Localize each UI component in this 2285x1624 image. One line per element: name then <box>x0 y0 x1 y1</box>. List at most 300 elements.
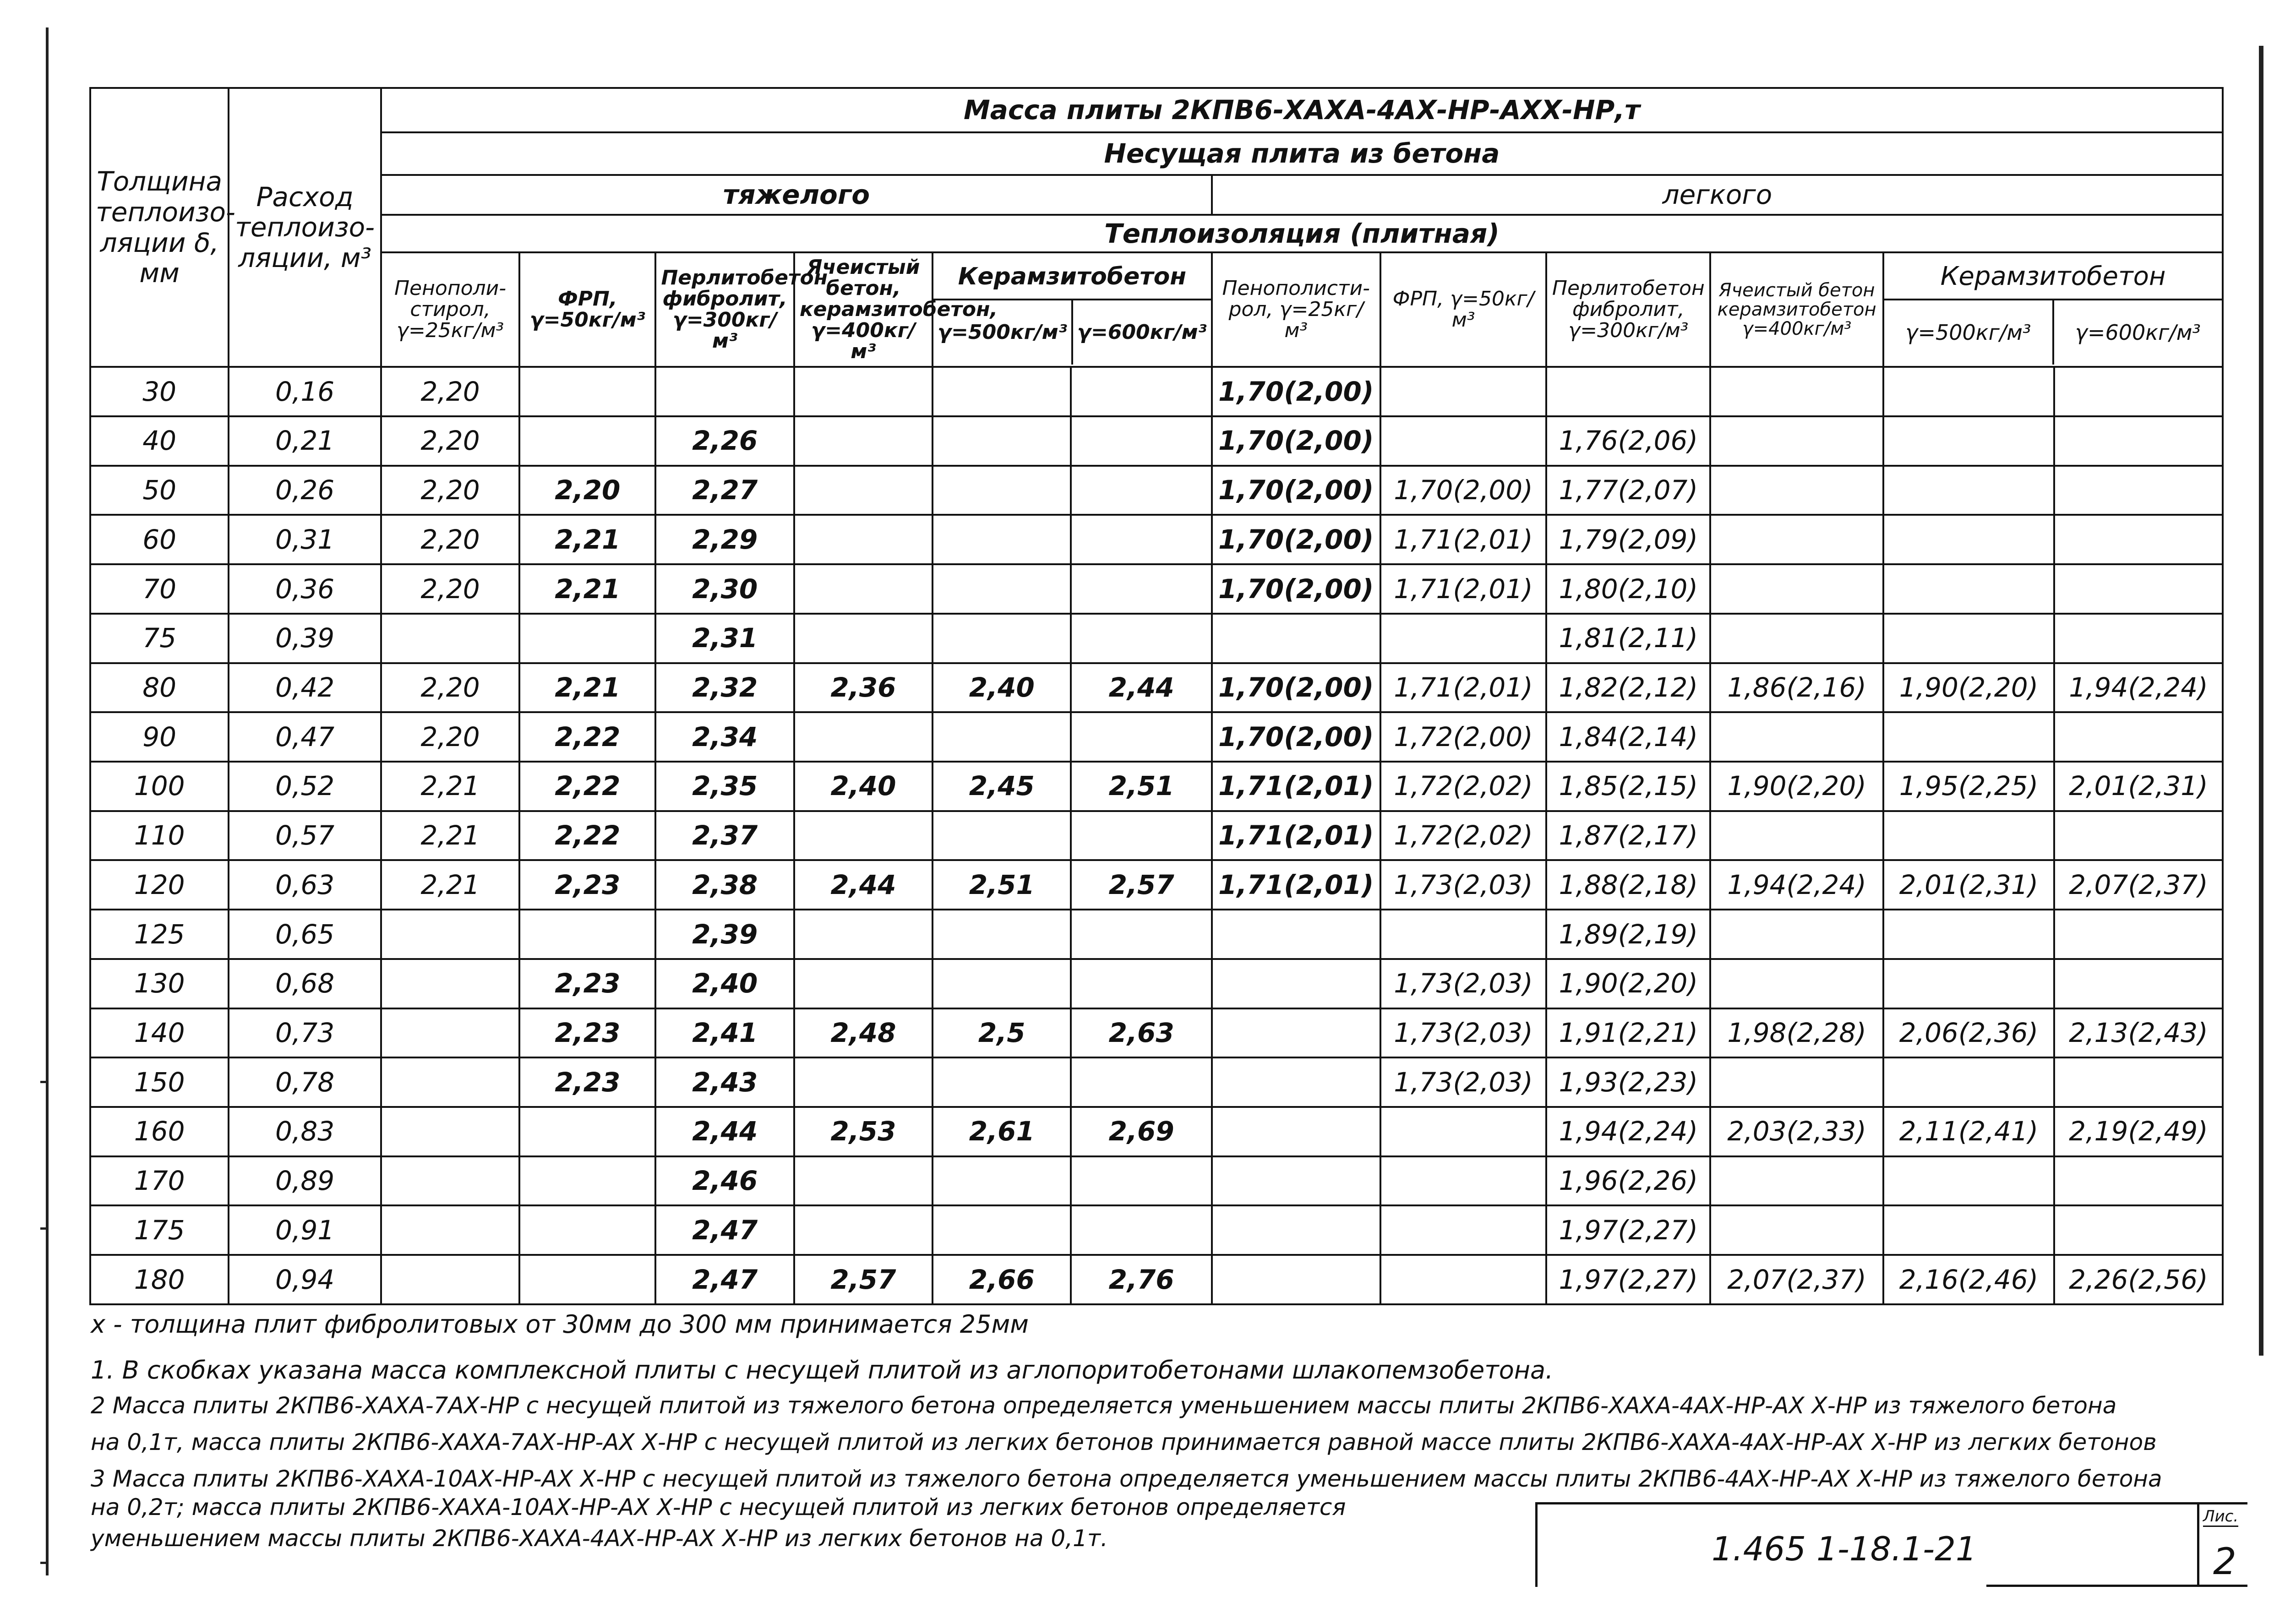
margin-tick <box>40 1562 49 1564</box>
cell-mass: 2,21 <box>381 860 519 910</box>
cell-mass: 2,76 <box>1071 1255 1211 1304</box>
cell-mass <box>1380 1255 1547 1304</box>
cell-mass <box>933 367 1071 416</box>
cell-mass <box>794 416 933 466</box>
cell-mass: 2,20 <box>381 466 519 515</box>
cell-mass: 2,53 <box>794 1107 933 1156</box>
cell-mass: 1,71(2,01) <box>1380 663 1547 713</box>
cell-mass <box>933 416 1071 466</box>
cell-consumption: 0,68 <box>229 959 381 1008</box>
cell-mass <box>519 1205 655 1255</box>
cell-mass <box>2054 959 2223 1008</box>
cell-thickness: 110 <box>90 811 229 861</box>
cell-mass: 1,71(2,01) <box>1380 564 1547 614</box>
cell-mass <box>381 1255 519 1304</box>
cell-mass <box>381 959 519 1008</box>
cell-mass: 1,86(2,16) <box>1710 663 1883 713</box>
header-col-frp-light: ФРП, γ=50кг/м³ <box>1380 252 1547 367</box>
cell-mass: 1,88(2,18) <box>1546 860 1710 910</box>
cell-mass: 2,20 <box>381 367 519 416</box>
sheet-number: 2 <box>2213 1540 2236 1583</box>
cell-mass <box>794 367 933 416</box>
cell-mass <box>1710 564 1883 614</box>
cell-mass: 2,20 <box>381 712 519 762</box>
cell-consumption: 0,83 <box>229 1107 381 1156</box>
cell-mass: 1,96(2,26) <box>1546 1156 1710 1206</box>
cell-mass: 1,90(2,20) <box>1883 663 2054 713</box>
cell-mass: 2,34 <box>655 712 794 762</box>
header-insulation: Теплоизоляция (плитная) <box>381 215 2223 252</box>
cell-mass <box>794 466 933 515</box>
cell-mass: 2,21 <box>519 515 655 564</box>
cell-mass <box>2054 614 2223 663</box>
table-row <box>90 1107 2223 1156</box>
cell-mass: 2,30 <box>655 564 794 614</box>
cell-mass <box>1710 1156 1883 1206</box>
cell-mass <box>1380 367 1547 416</box>
cell-consumption: 0,47 <box>229 712 381 762</box>
cell-mass: 2,21 <box>381 811 519 861</box>
table-row <box>90 1156 2223 1206</box>
cell-mass: 2,20 <box>381 515 519 564</box>
cell-mass: 2,51 <box>1071 762 1211 811</box>
cell-mass: 1,71(2,01) <box>1212 811 1380 861</box>
cell-mass: 2,22 <box>519 811 655 861</box>
cell-mass <box>933 614 1071 663</box>
cell-mass <box>1710 712 1883 762</box>
margin-tick <box>40 1227 49 1230</box>
cell-thickness: 100 <box>90 762 229 811</box>
cell-mass <box>1380 614 1547 663</box>
header-light-concrete: легкого <box>1212 175 2223 215</box>
cell-mass: 1,73(2,03) <box>1380 1057 1547 1107</box>
cell-mass <box>1710 959 1883 1008</box>
sheet-number-box <box>2197 1504 2250 1587</box>
header-consumption: Расход теплоизо- ляции, м³ <box>229 88 381 367</box>
cell-mass <box>2054 564 2223 614</box>
header-mass-title: Масса плиты 2КПВ6-ХАХА-4АХ-НР-АХХ-НР,т <box>381 88 2223 132</box>
cell-mass <box>933 466 1071 515</box>
cell-mass: 1,71(2,01) <box>1380 515 1547 564</box>
cell-mass <box>519 416 655 466</box>
cell-mass: 1,70(2,00) <box>1212 367 1380 416</box>
keramzit-light-title: Керамзитобетон <box>1884 255 2222 300</box>
cell-mass: 1,73(2,03) <box>1380 1008 1547 1058</box>
cell-mass: 2,46 <box>655 1156 794 1206</box>
cell-mass: 2,35 <box>655 762 794 811</box>
cell-mass: 2,47 <box>655 1205 794 1255</box>
cell-mass: 2,44 <box>1071 663 1211 713</box>
cell-mass: 2,27 <box>655 466 794 515</box>
cell-mass <box>1710 1057 1883 1107</box>
cell-consumption: 0,65 <box>229 910 381 959</box>
cell-mass <box>519 1156 655 1206</box>
cell-mass: 2,01(2,31) <box>1883 860 2054 910</box>
cell-mass: 2,40 <box>933 663 1071 713</box>
cell-mass: 2,44 <box>655 1107 794 1156</box>
cell-mass <box>519 1255 655 1304</box>
cell-mass <box>1710 910 1883 959</box>
cell-mass: 2,45 <box>933 762 1071 811</box>
cell-mass <box>1883 614 2054 663</box>
cell-thickness: 80 <box>90 663 229 713</box>
cell-mass: 1,70(2,00) <box>1212 663 1380 713</box>
note-x: х - толщина плит фибролитовых от 30мм до 300 мм принимается 25мм <box>91 1310 1029 1339</box>
cell-mass <box>2054 466 2223 515</box>
cell-mass: 2,23 <box>519 1057 655 1107</box>
cell-mass <box>1071 1205 1211 1255</box>
cell-consumption: 0,36 <box>229 564 381 614</box>
cell-mass <box>933 1205 1071 1255</box>
header-col-keramzit-heavy <box>933 252 1212 367</box>
cell-mass: 1,98(2,28) <box>1710 1008 1883 1058</box>
cell-mass <box>2054 416 2223 466</box>
table-row <box>90 367 2223 416</box>
header-col-yacheisty-light: Ячеистый бетон керамзитобетон γ=400кг/м³ <box>1710 252 1883 367</box>
cell-mass: 2,37 <box>655 811 794 861</box>
cell-consumption: 0,73 <box>229 1008 381 1058</box>
cell-consumption: 0,89 <box>229 1156 381 1206</box>
cell-mass <box>1710 811 1883 861</box>
cell-mass: 2,61 <box>933 1107 1071 1156</box>
cell-thickness: 30 <box>90 367 229 416</box>
cell-mass: 1,91(2,21) <box>1546 1008 1710 1058</box>
cell-mass: 2,47 <box>655 1255 794 1304</box>
cell-mass <box>1212 1008 1380 1058</box>
cell-mass: 1,80(2,10) <box>1546 564 1710 614</box>
cell-mass: 2,01(2,31) <box>2054 762 2223 811</box>
header-heavy-concrete: тяжелого <box>381 175 1212 215</box>
table-row <box>90 1008 2223 1058</box>
cell-mass <box>1071 466 1211 515</box>
cell-mass <box>933 811 1071 861</box>
keramzit-light-500: γ=500кг/м³ <box>1884 300 2054 365</box>
cell-thickness: 150 <box>90 1057 229 1107</box>
cell-consumption: 0,63 <box>229 860 381 910</box>
cell-mass <box>1380 1107 1547 1156</box>
cell-mass: 2,69 <box>1071 1107 1211 1156</box>
cell-mass <box>1071 811 1211 861</box>
cell-mass <box>1883 515 2054 564</box>
cell-mass <box>1380 1156 1547 1206</box>
header-col-perlitobeton-heavy: Перлитобетон фибролит, γ=300кг/м³ <box>655 252 794 367</box>
cell-mass <box>2054 515 2223 564</box>
cell-mass: 2,23 <box>519 1008 655 1058</box>
cell-mass: 2,20 <box>381 663 519 713</box>
cell-mass: 1,90(2,20) <box>1710 762 1883 811</box>
cell-mass: 2,26(2,56) <box>2054 1255 2223 1304</box>
cell-mass: 1,71(2,01) <box>1212 762 1380 811</box>
cell-thickness: 160 <box>90 1107 229 1156</box>
margin-tick <box>40 1081 49 1083</box>
cell-mass <box>794 564 933 614</box>
table-row <box>90 811 2223 861</box>
cell-mass <box>519 910 655 959</box>
cell-mass <box>1883 1156 2054 1206</box>
cell-mass <box>2054 367 2223 416</box>
header-col-frp-heavy: ФРП, γ=50кг/м³ <box>519 252 655 367</box>
table-row <box>90 564 2223 614</box>
cell-mass <box>1380 1205 1547 1255</box>
keramzit-heavy-500: γ=500кг/м³ <box>933 300 1073 365</box>
cell-mass: 1,70(2,00) <box>1212 466 1380 515</box>
cell-mass <box>794 910 933 959</box>
cell-mass: 2,03(2,33) <box>1710 1107 1883 1156</box>
table-row <box>90 959 2223 1008</box>
cell-thickness: 180 <box>90 1255 229 1304</box>
cell-mass: 1,71(2,01) <box>1212 860 1380 910</box>
cell-mass: 1,94(2,24) <box>1546 1107 1710 1156</box>
cell-thickness: 130 <box>90 959 229 1008</box>
header-col-penopolistirol-light: Пенополисти- рол, γ=25кг/м³ <box>1212 252 1380 367</box>
cell-consumption: 0,91 <box>229 1205 381 1255</box>
cell-mass <box>1883 1205 2054 1255</box>
cell-mass <box>1710 466 1883 515</box>
cell-mass: 2,20 <box>519 466 655 515</box>
note-3-line-3: уменьшением массы плиты 2КПВ6-ХАХА-4АХ-НР-АХ Х-НР из легких бетонов на 0,1т. <box>91 1525 1108 1552</box>
cell-mass <box>794 1156 933 1206</box>
cell-mass: 1,84(2,14) <box>1546 712 1710 762</box>
table-row <box>90 1205 2223 1255</box>
table-row <box>90 614 2223 663</box>
cell-thickness: 50 <box>90 466 229 515</box>
cell-mass: 1,94(2,24) <box>1710 860 1883 910</box>
cell-mass <box>933 1156 1071 1206</box>
cell-mass <box>1212 614 1380 663</box>
cell-mass: 1,82(2,12) <box>1546 663 1710 713</box>
cell-consumption: 0,21 <box>229 416 381 466</box>
cell-mass <box>381 1205 519 1255</box>
cell-mass: 2,5 <box>933 1008 1071 1058</box>
cell-mass <box>1212 959 1380 1008</box>
cell-mass: 1,73(2,03) <box>1380 860 1547 910</box>
cell-mass <box>933 564 1071 614</box>
cell-mass: 1,76(2,06) <box>1546 416 1710 466</box>
table-row <box>90 712 2223 762</box>
header-bearing-plate: Несущая плита из бетона <box>381 132 2223 174</box>
cell-mass: 2,07(2,37) <box>1710 1255 1883 1304</box>
cell-mass <box>1071 1057 1211 1107</box>
cell-mass: 2,16(2,46) <box>1883 1255 2054 1304</box>
cell-mass: 2,31 <box>655 614 794 663</box>
cell-mass: 2,29 <box>655 515 794 564</box>
cell-thickness: 120 <box>90 860 229 910</box>
cell-mass: 2,63 <box>1071 1008 1211 1058</box>
cell-mass <box>794 811 933 861</box>
cell-thickness: 140 <box>90 1008 229 1058</box>
cell-mass <box>1883 712 2054 762</box>
cell-mass: 2,66 <box>933 1255 1071 1304</box>
cell-mass: 1,97(2,27) <box>1546 1205 1710 1255</box>
cell-mass: 1,77(2,07) <box>1546 466 1710 515</box>
cell-mass: 2,20 <box>381 564 519 614</box>
cell-mass: 1,70(2,00) <box>1212 564 1380 614</box>
table-row <box>90 910 2223 959</box>
cell-mass: 1,94(2,24) <box>2054 663 2223 713</box>
cell-mass <box>519 367 655 416</box>
cell-thickness: 125 <box>90 910 229 959</box>
cell-mass <box>381 1156 519 1206</box>
header-col-keramzit-light <box>1883 252 2223 367</box>
mass-table <box>89 87 2224 1305</box>
keramzit-heavy-600: γ=600кг/м³ <box>1077 321 1207 344</box>
keramzit-light-subcols <box>1884 300 2222 365</box>
cell-consumption: 0,26 <box>229 466 381 515</box>
header-col-perlitobeton-light: Перлитобетон фибролит, γ=300кг/м³ <box>1546 252 1710 367</box>
cell-mass: 1,95(2,25) <box>1883 762 2054 811</box>
note-3-line-1: 3 Масса плиты 2КПВ6-ХАХА-10АХ-НР-АХ Х-НР с несущей плитой из тяжелого бетона определяется уменьшением массы плиты 2КПВ6-4АХ-НР-АХ Х-НР из тяжелого бетона <box>91 1466 2162 1492</box>
cell-mass: 1,85(2,15) <box>1546 762 1710 811</box>
cell-mass <box>381 910 519 959</box>
cell-thickness: 60 <box>90 515 229 564</box>
table-row <box>90 416 2223 466</box>
cell-mass: 2,41 <box>655 1008 794 1058</box>
cell-mass: 2,57 <box>1071 860 1211 910</box>
cell-mass <box>2054 1205 2223 1255</box>
cell-mass: 1,72(2,02) <box>1380 762 1547 811</box>
cell-mass: 1,93(2,23) <box>1546 1057 1710 1107</box>
cell-mass <box>1883 811 2054 861</box>
note-2-line-1: 2 Масса плиты 2КПВ6-ХАХА-7АХ-НР с несущей плитой из тяжелого бетона определяется уменьшением массы плиты 2КПВ6-ХАХА-4АХ-НР-АХ Х-НР из тяжелого бетона <box>91 1392 2117 1419</box>
cell-mass: 2,11(2,41) <box>1883 1107 2054 1156</box>
header-col-yacheisty-heavy: Ячеистый бетон, керамзитобетон, γ=400кг/м³ <box>794 252 933 367</box>
cell-mass <box>933 910 1071 959</box>
cell-consumption: 0,52 <box>229 762 381 811</box>
cell-consumption: 0,42 <box>229 663 381 713</box>
cell-mass: 2,39 <box>655 910 794 959</box>
cell-mass: 2,38 <box>655 860 794 910</box>
cell-thickness: 70 <box>90 564 229 614</box>
cell-mass <box>2054 811 2223 861</box>
cell-mass <box>1883 959 2054 1008</box>
cell-mass <box>381 1057 519 1107</box>
keramzit-heavy-subcols <box>933 300 1211 365</box>
cell-mass <box>794 959 933 1008</box>
cell-thickness: 75 <box>90 614 229 663</box>
cell-mass: 2,07(2,37) <box>2054 860 2223 910</box>
cell-mass: 1,70(2,00) <box>1212 515 1380 564</box>
cell-mass <box>1071 959 1211 1008</box>
cell-mass <box>1380 910 1547 959</box>
cell-mass <box>1071 910 1211 959</box>
cell-mass <box>381 614 519 663</box>
cell-mass <box>1883 910 2054 959</box>
cell-mass: 2,40 <box>794 762 933 811</box>
cell-consumption: 0,78 <box>229 1057 381 1107</box>
cell-mass <box>1071 1156 1211 1206</box>
cell-mass: 2,26 <box>655 416 794 466</box>
header-thickness: Толщина теплоизо- ляции δ, мм <box>90 88 229 367</box>
cell-mass <box>2054 1156 2223 1206</box>
cell-mass: 1,70(2,00) <box>1212 712 1380 762</box>
binding-margin-line <box>46 27 49 1575</box>
cell-thickness: 90 <box>90 712 229 762</box>
cell-mass: 2,23 <box>519 860 655 910</box>
cell-mass: 1,97(2,27) <box>1546 1255 1710 1304</box>
note-2-line-2: на 0,1т, масса плиты 2КПВ6-ХАХА-7АХ-НР-АХ Х-НР с несущей плитой из легких бетонов принимается равной массе плиты 2КПВ6-ХАХА-4АХ-НР-АХ Х-НР из легких бетонов <box>91 1429 2157 1455</box>
cell-consumption: 0,16 <box>229 367 381 416</box>
cell-mass: 1,81(2,11) <box>1546 614 1710 663</box>
cell-consumption: 0,57 <box>229 811 381 861</box>
table-row <box>90 663 2223 713</box>
cell-thickness: 175 <box>90 1205 229 1255</box>
keramzit-heavy-title: Керамзитобетон <box>933 255 1211 300</box>
cell-mass: 1,70(2,00) <box>1380 466 1547 515</box>
cell-mass <box>1071 614 1211 663</box>
cell-mass <box>381 1008 519 1058</box>
cell-mass <box>1883 466 2054 515</box>
cell-mass: 2,44 <box>794 860 933 910</box>
cell-mass <box>1212 1156 1380 1206</box>
cell-mass: 2,51 <box>933 860 1071 910</box>
cell-mass: 2,40 <box>655 959 794 1008</box>
cell-consumption: 0,39 <box>229 614 381 663</box>
note-3-line-2: на 0,2т; масса плиты 2КПВ6-ХАХА-10АХ-НР-АХ Х-НР с несущей плитой из легких бетонов определяется <box>91 1494 1346 1520</box>
cell-mass <box>1710 614 1883 663</box>
header-col-penopolistirol-heavy: Пенополи- стирол, γ=25кг/м³ <box>381 252 519 367</box>
cell-mass <box>1380 416 1547 466</box>
cell-mass <box>655 367 794 416</box>
cell-mass <box>1883 416 2054 466</box>
cell-mass <box>1710 1205 1883 1255</box>
cell-mass <box>933 515 1071 564</box>
cell-mass <box>933 1057 1071 1107</box>
cell-mass <box>794 515 933 564</box>
cell-mass <box>1710 416 1883 466</box>
cell-mass: 1,79(2,09) <box>1546 515 1710 564</box>
cell-mass: 2,21 <box>519 564 655 614</box>
cell-mass: 2,36 <box>794 663 933 713</box>
cell-mass: 1,87(2,17) <box>1546 811 1710 861</box>
table-row <box>90 1255 2223 1304</box>
cell-mass <box>1212 1057 1380 1107</box>
title-block-bottom-line <box>1986 1585 2247 1587</box>
cell-mass <box>519 614 655 663</box>
note-1: 1. В скобках указана масса комплексной плиты с несущей плитой из аглопоритобетонами шлакопемзобетона. <box>91 1356 1554 1384</box>
cell-mass <box>1071 515 1211 564</box>
cell-mass <box>1071 367 1211 416</box>
cell-mass <box>933 712 1071 762</box>
table-row <box>90 515 2223 564</box>
cell-mass: 2,22 <box>519 712 655 762</box>
table-row <box>90 466 2223 515</box>
cell-mass: 2,22 <box>519 762 655 811</box>
cell-mass <box>794 614 933 663</box>
cell-mass <box>1710 515 1883 564</box>
cell-mass <box>1212 1255 1380 1304</box>
cell-mass: 2,23 <box>519 959 655 1008</box>
cell-mass <box>1212 910 1380 959</box>
cell-mass <box>381 1107 519 1156</box>
cell-mass <box>933 959 1071 1008</box>
cell-mass: 2,32 <box>655 663 794 713</box>
cell-mass <box>1071 416 1211 466</box>
cell-mass <box>1883 367 2054 416</box>
cell-mass: 2,19(2,49) <box>2054 1107 2223 1156</box>
cell-mass <box>2054 910 2223 959</box>
cell-mass: 2,43 <box>655 1057 794 1107</box>
table-row <box>90 860 2223 910</box>
cell-mass <box>1883 564 2054 614</box>
cell-consumption: 0,31 <box>229 515 381 564</box>
cell-mass: 2,20 <box>381 416 519 466</box>
cell-mass <box>1212 1205 1380 1255</box>
cell-mass <box>1071 712 1211 762</box>
cell-mass <box>1710 367 1883 416</box>
cell-thickness: 40 <box>90 416 229 466</box>
cell-mass <box>519 1107 655 1156</box>
cell-mass: 1,89(2,19) <box>1546 910 1710 959</box>
